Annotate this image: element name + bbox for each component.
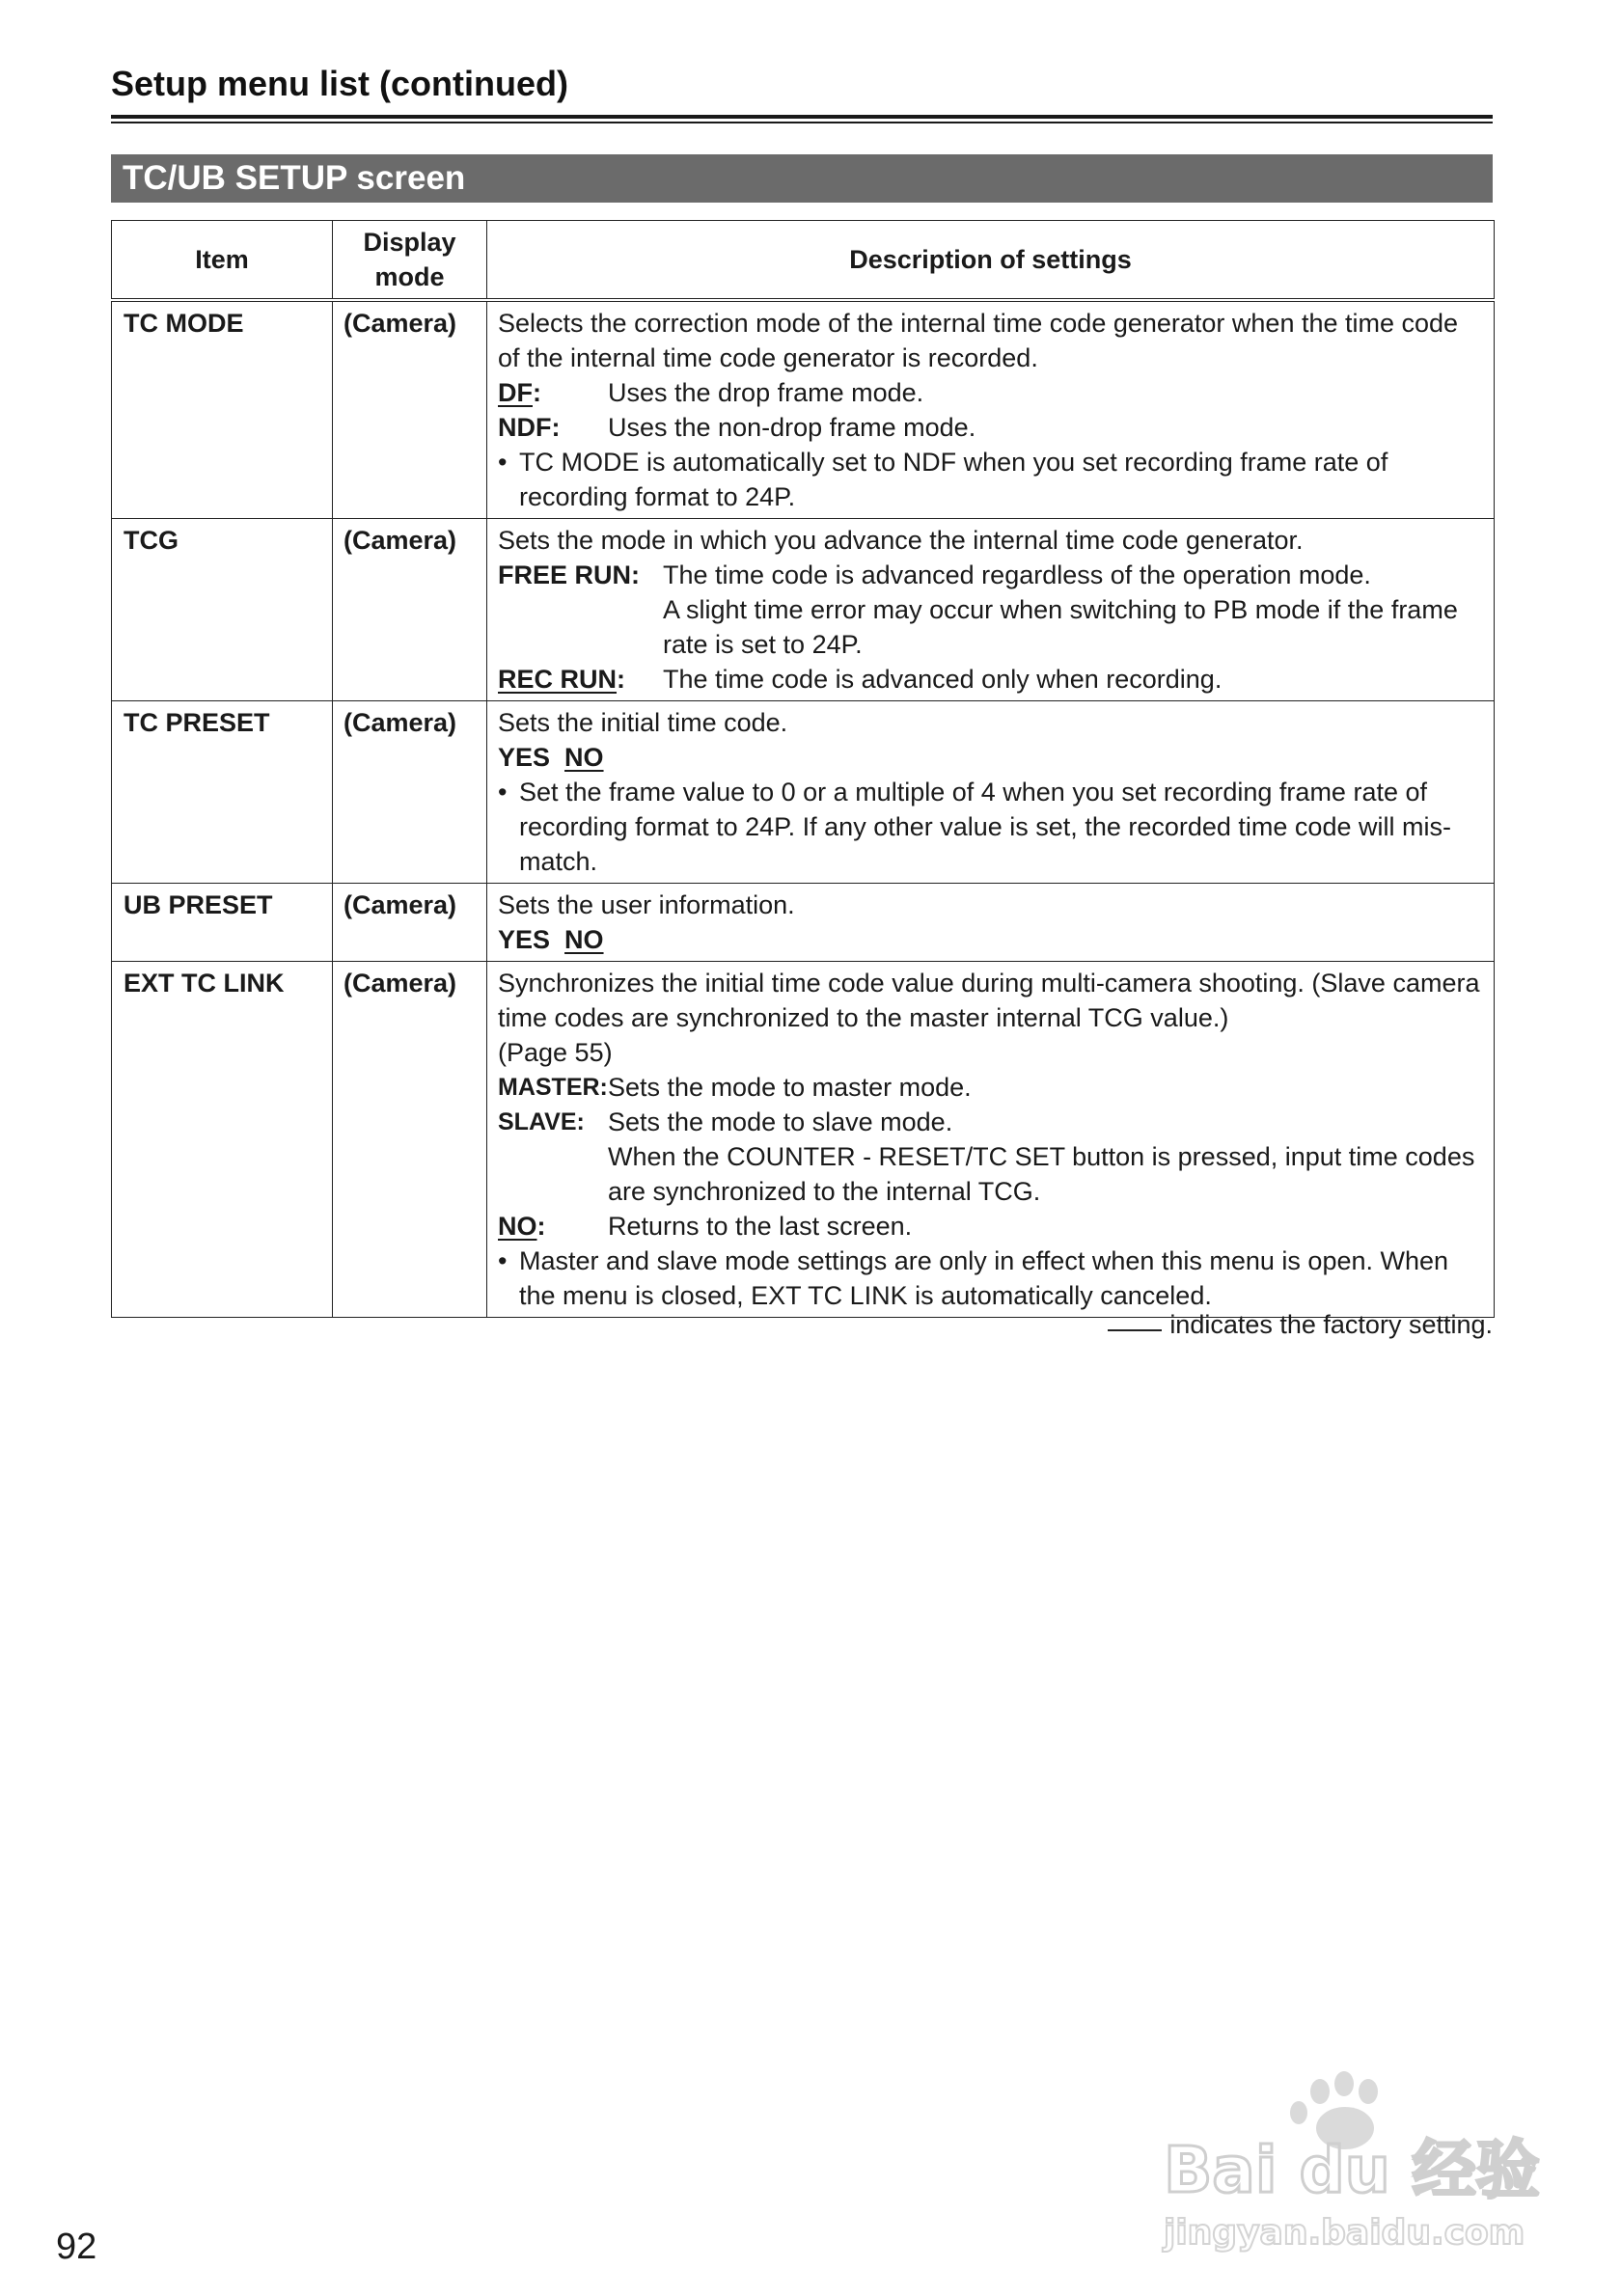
- row-display-mode: (Camera): [333, 962, 487, 1318]
- option-key-factory: REC RUN: [498, 665, 618, 694]
- row-item-name: UB PRESET: [112, 884, 333, 962]
- option-no: NO: Returns to the last screen.: [498, 1209, 1482, 1244]
- column-header-description: Description of settings: [487, 221, 1495, 301]
- option-no-factory: NO: [564, 925, 604, 954]
- bullet-icon: •: [498, 1246, 508, 1275]
- page-title: Setup menu list (continued): [111, 64, 568, 103]
- factory-setting-legend: indicates the factory setting.: [1108, 1310, 1493, 1340]
- option-text: Uses the drop frame mode.: [608, 378, 924, 407]
- baidu-jingyan-watermark: [1156, 2064, 1552, 2257]
- section-title-bar: TC/UB SETUP screen: [111, 154, 1493, 203]
- option-rec-run: REC RUN: The time code is advanced only when recording.: [498, 662, 1482, 697]
- settings-table: [111, 220, 1495, 1318]
- option-df: DF: Uses the drop frame mode.: [498, 375, 1482, 410]
- row-description: [487, 884, 1495, 962]
- description-intro: Sets the initial time code.: [498, 708, 788, 737]
- option-text: Sets the mode to slave mode.: [608, 1107, 953, 1136]
- row-item-name: TC MODE: [112, 300, 333, 519]
- bullet-note: • Master and slave mode settings are only in effect when this menu is open. When the menu is closed, EXT TC LINK is automatically canceled.: [498, 1244, 1482, 1313]
- option-text: The time code is advanced regardless of the operation mode.: [663, 560, 1371, 589]
- row-description: [487, 519, 1495, 701]
- underline-sample-icon: [1108, 1329, 1162, 1331]
- yes-no-options: [498, 922, 1482, 957]
- description-intro: Sets the mode in which you advance the internal time code generator.: [498, 526, 1304, 555]
- column-header-item: Item: [112, 221, 333, 301]
- option-text-extra: A slight time error may occur when switching to PB mode if the frame rate is set to 24P.: [663, 595, 1458, 659]
- bullet-note: • Set the frame value to 0 or a multiple of 4 when you set recording frame rate of recording format to 24P. If any other value is set, the recorded time code will mis-match.: [498, 775, 1482, 879]
- description-intro: Synchronizes the initial time code value during multi-camera shooting. (Slave camera time codes are synchronized to the master internal TCG value.): [498, 969, 1480, 1032]
- table-row-tc-mode: [112, 300, 1495, 519]
- row-display-mode: (Camera): [333, 300, 487, 519]
- table-row-ub-preset: [112, 884, 1495, 962]
- option-ndf: [498, 410, 1482, 445]
- option-text: The time code is advanced only when recording.: [663, 665, 1223, 694]
- option-text: Sets the mode to master mode.: [608, 1073, 972, 1102]
- option-key: NDF:: [498, 413, 561, 442]
- row-description: [487, 962, 1495, 1318]
- option-text: Returns to the last screen.: [608, 1212, 913, 1241]
- row-item-name: TCG: [112, 519, 333, 701]
- row-item-name: TC PRESET: [112, 701, 333, 884]
- yes-no-options: [498, 740, 1482, 775]
- option-text-extra: When the COUNTER - RESET/TC SET button is pressed, input time codes are synchronized to the internal TCG.: [608, 1142, 1475, 1206]
- table-row-ext-tc-link: [112, 962, 1495, 1318]
- option-master: [498, 1070, 1482, 1105]
- table-row-tcg: [112, 519, 1495, 701]
- table-header-row: [112, 221, 1495, 301]
- option-text: Uses the non-drop frame mode.: [608, 413, 976, 442]
- description-intro: Selects the correction mode of the internal time code generator when the time code of the internal time code generator is recorded.: [498, 309, 1459, 372]
- option-key: FREE RUN:: [498, 560, 640, 589]
- option-key: MASTER:: [498, 1074, 608, 1101]
- option-key: SLAVE:: [498, 1108, 585, 1135]
- header-rule-thin: [111, 122, 1493, 123]
- description-intro: Sets the user information.: [498, 890, 795, 919]
- option-yes: YES: [498, 743, 551, 772]
- row-description: [487, 701, 1495, 884]
- header-rule-thick: [111, 115, 1493, 119]
- bullet-icon: •: [498, 448, 508, 477]
- option-slave: [498, 1105, 1482, 1209]
- watermark-brand: Bai du 经验: [1164, 2133, 1540, 2207]
- option-free-run: [498, 558, 1482, 662]
- bullet-icon: •: [498, 778, 508, 806]
- option-yes: YES: [498, 925, 551, 954]
- option-key-factory: NO: [498, 1212, 537, 1241]
- row-display-mode: (Camera): [333, 884, 487, 962]
- option-key-factory: DF: [498, 378, 533, 407]
- page-number: 92: [56, 2227, 97, 2267]
- row-item-name: EXT TC LINK: [112, 962, 333, 1318]
- option-no-factory: NO: [564, 743, 604, 772]
- watermark-url: jingyan.baidu.com: [1164, 2213, 1525, 2253]
- page-reference: (Page 55): [498, 1038, 613, 1067]
- bullet-note: • TC MODE is automatically set to NDF when you set recording frame rate of recording format to 24P.: [498, 445, 1482, 514]
- row-description: [487, 300, 1495, 519]
- row-display-mode: (Camera): [333, 701, 487, 884]
- row-display-mode: (Camera): [333, 519, 487, 701]
- column-header-display-mode: Display mode: [333, 221, 487, 301]
- table-row-tc-preset: [112, 701, 1495, 884]
